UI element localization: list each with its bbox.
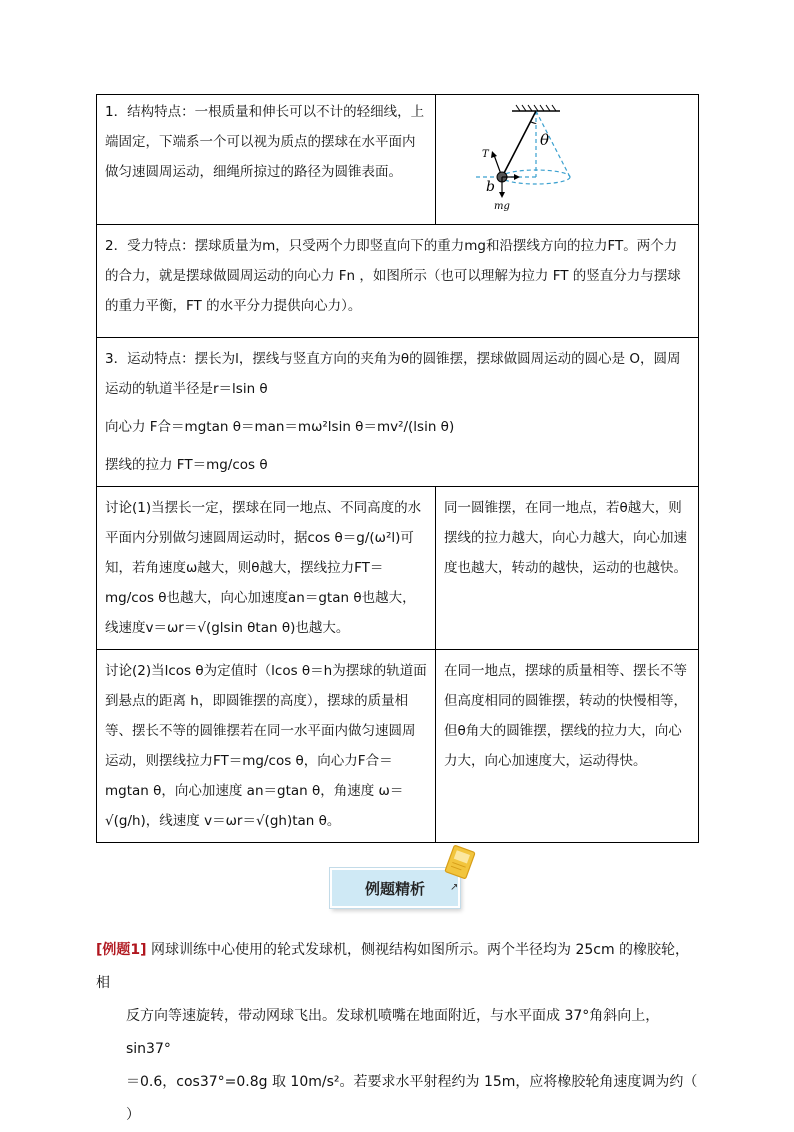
structure-text: 1．结构特点：一根质量和伸长可以不计的轻细线，上端固定，下端系一个可以视为质点的摆球在水平面内做匀速圆周运动，细绳所掠过的路径为圆锥表面。 xyxy=(97,95,436,225)
example-line-1: [例题1] 网球训练中心使用的轮式发球机，侧视结构如图所示。两个半径均为 25cm 的橡胶轮，相 xyxy=(96,942,690,991)
conical-pendulum-diagram-cell xyxy=(436,95,699,225)
discussion-2-right: 在同一地点，摆球的质量相等、摆长不等但高度相同的圆锥摆，转动的快慢相等，但θ角大的圆锥摆，摆线的拉力大，向心力大，向心加速度大，运动得快。 xyxy=(436,650,699,843)
force-text: 2．受力特点：摆球质量为m，只受两个力即竖直向下的重力mg和沿摆线方向的拉力FT。两个力的合力，就是摆球做圆周运动的向心力 Fn ，如图所示（也可以理解为拉力 FT 的竖直分力与摆球的重力平衡，FT 的水平分力提供向心力）。 xyxy=(97,225,699,338)
example-label: [例题1] xyxy=(96,942,147,958)
book-icon xyxy=(440,842,480,882)
motion-text: 3．运动特点：摆长为l，摆线与竖直方向的夹角为θ的圆锥摆，摆球做圆周运动的圆心是 O，圆周运动的轨道半径是r＝lsin θ 向心力 F合＝mgtan θ＝man＝mω²lsin θ＝mv²/(lsin θ) 摆线的拉力 FT＝mg/cos θ xyxy=(97,338,699,487)
discussion-1-right: 同一圆锥摆，在同一地点，若θ越大，则摆线的拉力越大，向心力越大，向心加速度也越大，转动的越快，运动的也越快。 xyxy=(436,487,699,650)
table-row xyxy=(97,487,699,650)
content-table xyxy=(96,94,699,843)
b-label: b xyxy=(486,179,495,195)
section-header xyxy=(330,842,480,912)
tension-label: T xyxy=(482,149,489,160)
decor-mark: ↗ xyxy=(450,882,459,893)
table-row xyxy=(97,650,699,843)
table-row xyxy=(97,95,699,225)
example-line-3: ＝0.6，cos37°=0.8g 取 10m/s²。若要求水平射程约为 15m，应将橡胶轮角速度调为约（ ） xyxy=(126,1074,698,1123)
section-title: 例题精析 xyxy=(330,868,460,908)
table-row xyxy=(97,338,699,487)
mg-label: mg xyxy=(494,201,510,212)
theta-label: θ xyxy=(540,131,550,149)
conical-pendulum-diagram xyxy=(436,95,698,213)
discussion-2-left: 讨论(2)当lcos θ为定值时（lcos θ＝h为摆球的轨道面到悬点的距离 h，即圆锥摆的高度），摆球的质量相等、摆长不等的圆锥摆若在同一水平面内做匀速圆周运动，则摆线拉力FT＝mg/cos θ，向心力F合＝mgtan θ，向心加速度 an＝gtan θ，角速度 ω＝√(g/h)，线速度 v＝ωr＝√(gh)tan θ。 xyxy=(97,650,436,843)
example-line-2: 反方向等速旋转，带动网球飞出。发球机喷嘴在地面附近，与水平面成 37°角斜向上，sin37° xyxy=(126,1008,660,1057)
example-1 xyxy=(96,934,702,1132)
table-row xyxy=(97,225,699,338)
discussion-1-left: 讨论(1)当摆长一定，摆球在同一地点、不同高度的水平面内分别做匀速圆周运动时，据cos θ＝g/(ω²l)可知，若角速度ω越大，则θ越大，摆线拉力FT＝mg/cos θ也越大，向心加速度an＝gtan θ也越大，线速度v＝ωr＝√(glsin θtan θ)也越大。 xyxy=(97,487,436,650)
